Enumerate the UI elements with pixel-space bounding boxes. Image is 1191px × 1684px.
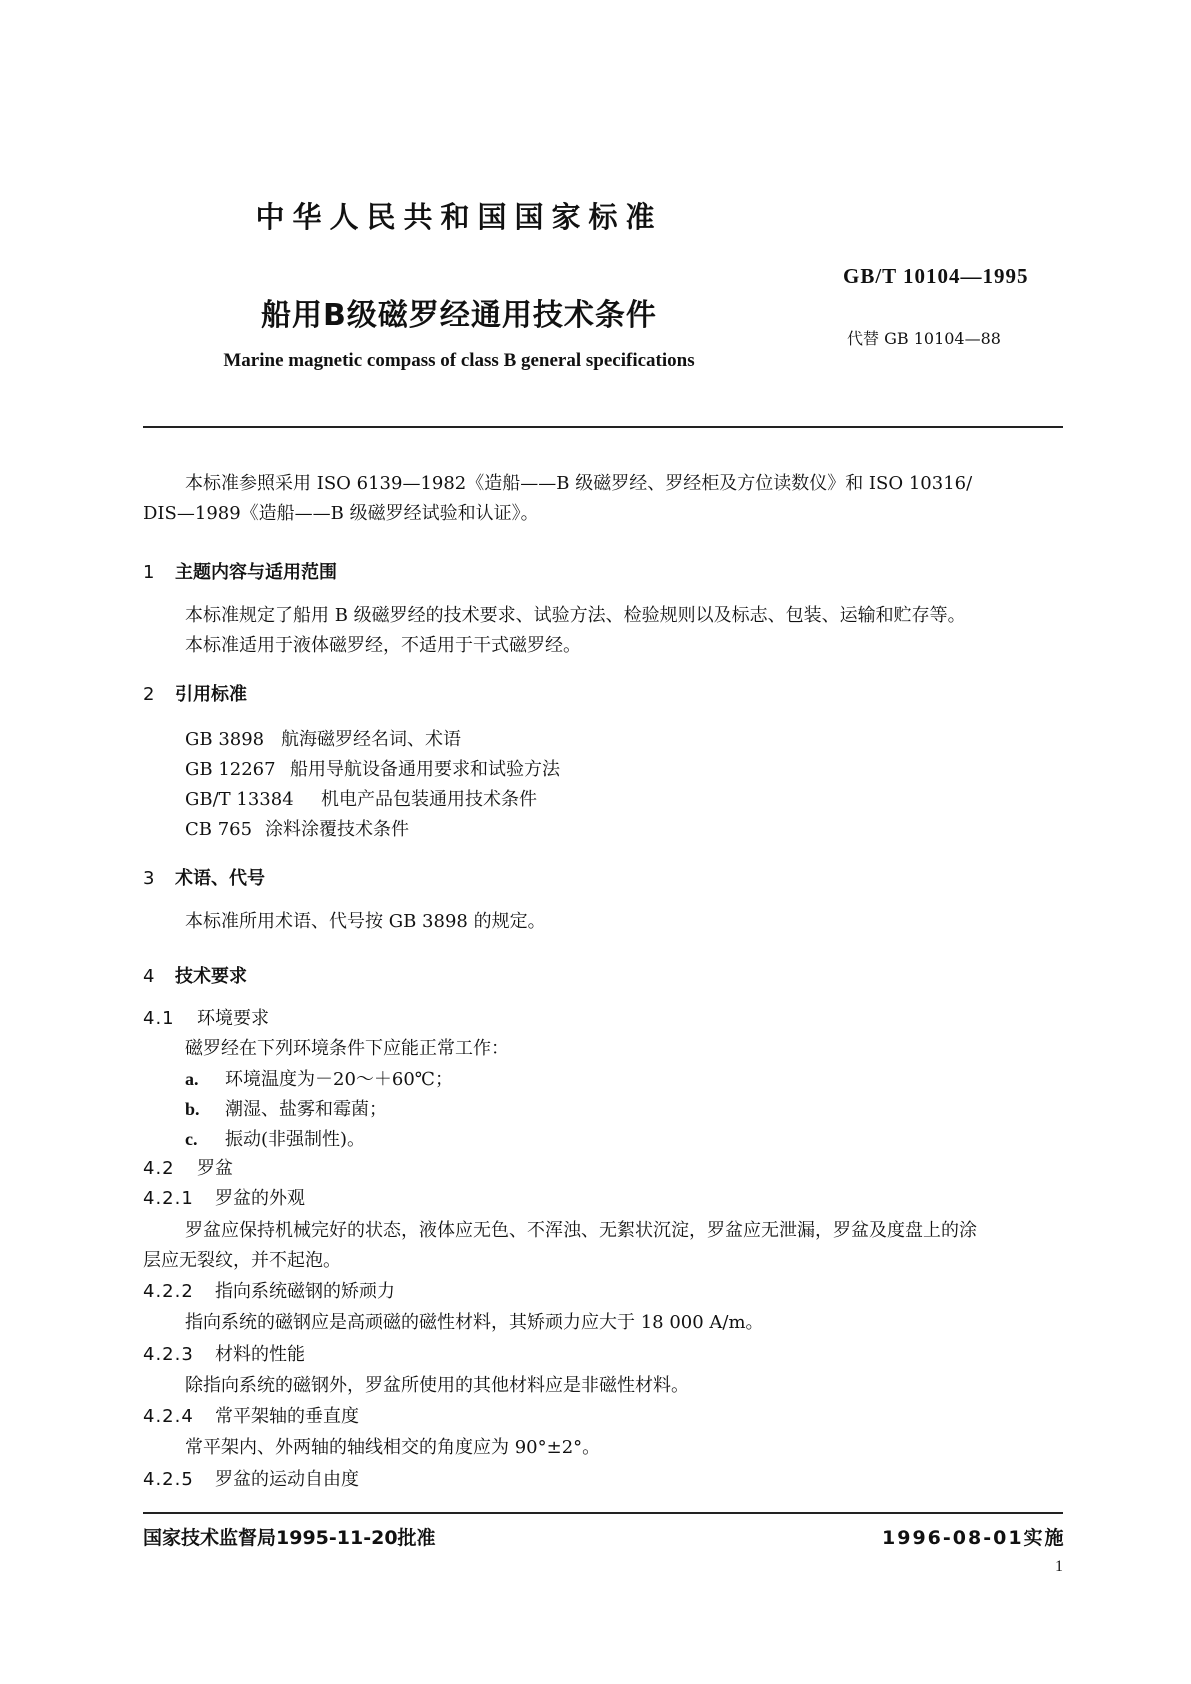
- list-marker: a.: [185, 1069, 199, 1089]
- reference-name: 航海磁罗经名词、术语: [281, 729, 461, 750]
- subsection-4-2-2-heading: [143, 1280, 395, 1304]
- subsection-4-2-5-heading: [143, 1468, 359, 1492]
- section-number: 2: [143, 684, 155, 705]
- subsection-number: 4.2.1: [143, 1188, 194, 1209]
- subsection-4-2-3-paragraph: 除指向系统的磁钢外，罗盆所使用的其他材料应是非磁性材料。: [185, 1375, 689, 1396]
- subsection-4-2-1-heading: [143, 1187, 305, 1211]
- section-title: 技术要求: [175, 966, 247, 987]
- standard-number: [843, 264, 1029, 289]
- standard-number-text: GB/T 10104—1995: [843, 264, 1029, 288]
- list-text: 振动(非强制性)。: [225, 1129, 366, 1150]
- section-3-paragraph: 本标准所用术语、代号按 GB 3898 的规定。: [185, 911, 546, 932]
- subsection-number: 4.2.4: [143, 1406, 194, 1427]
- replaces-standard: 代替 GB 10104—88: [847, 329, 1001, 348]
- subsection-number: 4.2.2: [143, 1281, 194, 1302]
- header-divider: [143, 426, 1063, 428]
- reference-item: [185, 728, 461, 752]
- section-1-paragraph-1: 本标准规定了船用 B 级磁罗经的技术要求、试验方法、检验规则以及标志、包装、运输和贮存等。: [185, 605, 966, 626]
- list-item: [185, 1067, 453, 1092]
- section-1-paragraph-2: 本标准适用于液体磁罗经，不适用于干式磁罗经。: [185, 635, 581, 656]
- document-title-en: Marine magnetic compass of class B general specifications: [223, 350, 695, 371]
- reference-code: GB 3898: [185, 729, 265, 750]
- subsection-title: 罗盆的运动自由度: [215, 1469, 359, 1490]
- effective-date: 1996-08-01实施: [882, 1527, 1066, 1549]
- list-text: 环境温度为－20～＋60℃；: [225, 1069, 453, 1090]
- subsection-number: 4.2.5: [143, 1469, 194, 1490]
- list-item: [185, 1127, 365, 1152]
- intro-line-2: DIS—1989《造船——B 级磁罗经试验和认证》。: [143, 503, 539, 524]
- section-number: 3: [143, 868, 155, 889]
- subsection-number: 4.2.3: [143, 1344, 194, 1365]
- list-item: [185, 1097, 387, 1122]
- section-number: 4: [143, 966, 155, 987]
- subsection-4-1-heading: [143, 1007, 269, 1031]
- subsection-4-1-paragraph: 磁罗经在下列环境条件下应能正常工作：: [185, 1038, 509, 1059]
- subsection-4-2-heading: [143, 1157, 233, 1181]
- document-title-cn: 船用B级磁罗经通用技术条件: [261, 298, 657, 333]
- intro-line-1: 本标准参照采用 ISO 6139—1982《造船——B 级磁罗经、罗经柜及方位读数仪》和 ISO 10316/: [185, 473, 973, 494]
- list-marker: b.: [185, 1099, 200, 1119]
- page-number: 1: [1055, 1558, 1063, 1575]
- subsection-4-2-3-heading: [143, 1343, 305, 1367]
- subsection-title: 罗盆: [197, 1158, 233, 1179]
- reference-code: CB 765: [185, 819, 253, 840]
- section-title: 引用标准: [175, 684, 247, 705]
- subsection-4-2-2-paragraph: 指向系统的磁钢应是高顽磁的磁性材料，其矫顽力应大于 18 000 A/m。: [185, 1312, 764, 1333]
- national-standard-heading: 中华人民共和国国家标准: [255, 200, 663, 234]
- subsection-4-2-4-heading: [143, 1405, 359, 1429]
- section-title: 术语、代号: [175, 868, 265, 889]
- list-text: 潮湿、盐雾和霉菌；: [225, 1099, 387, 1120]
- subsection-title: 环境要求: [197, 1008, 269, 1029]
- reference-code: GB 12267: [185, 759, 276, 780]
- subsection-4-2-1-paragraph-2: 层应无裂纹，并不起泡。: [143, 1250, 341, 1271]
- footer-divider: [143, 1512, 1063, 1514]
- subsection-4-2-4-paragraph: 常平架内、外两轴的轴线相交的角度应为 90°±2°。: [185, 1437, 601, 1458]
- section-number: 1: [143, 562, 155, 583]
- subsection-title: 常平架轴的垂直度: [215, 1406, 359, 1427]
- approval-date: 国家技术监督局1995-11-20批准: [143, 1527, 436, 1549]
- subsection-title: 罗盆的外观: [215, 1188, 305, 1209]
- list-marker: c.: [185, 1129, 198, 1149]
- subsection-title: 材料的性能: [215, 1344, 305, 1365]
- section-title: 主题内容与适用范围: [175, 562, 337, 583]
- section-4-heading: [143, 962, 247, 988]
- section-1-heading: [143, 558, 337, 584]
- subsection-title: 指向系统磁钢的矫顽力: [215, 1281, 395, 1302]
- reference-code: GB/T 13384: [185, 789, 294, 810]
- subsection-4-2-1-paragraph-1: 罗盆应保持机械完好的状态，液体应无色、不浑浊、无絮状沉淀，罗盆应无泄漏，罗盆及度盘上的涂: [185, 1220, 977, 1241]
- reference-name: 船用导航设备通用要求和试验方法: [290, 759, 560, 780]
- reference-item: [185, 788, 537, 812]
- section-2-heading: [143, 680, 247, 706]
- reference-name: 涂料涂覆技术条件: [265, 819, 409, 840]
- subsection-number: 4.2: [143, 1158, 175, 1179]
- reference-item: [185, 758, 560, 782]
- reference-name: 机电产品包装通用技术条件: [321, 789, 537, 810]
- section-3-heading: [143, 864, 265, 890]
- subsection-number: 4.1: [143, 1008, 175, 1029]
- reference-item: [185, 818, 409, 842]
